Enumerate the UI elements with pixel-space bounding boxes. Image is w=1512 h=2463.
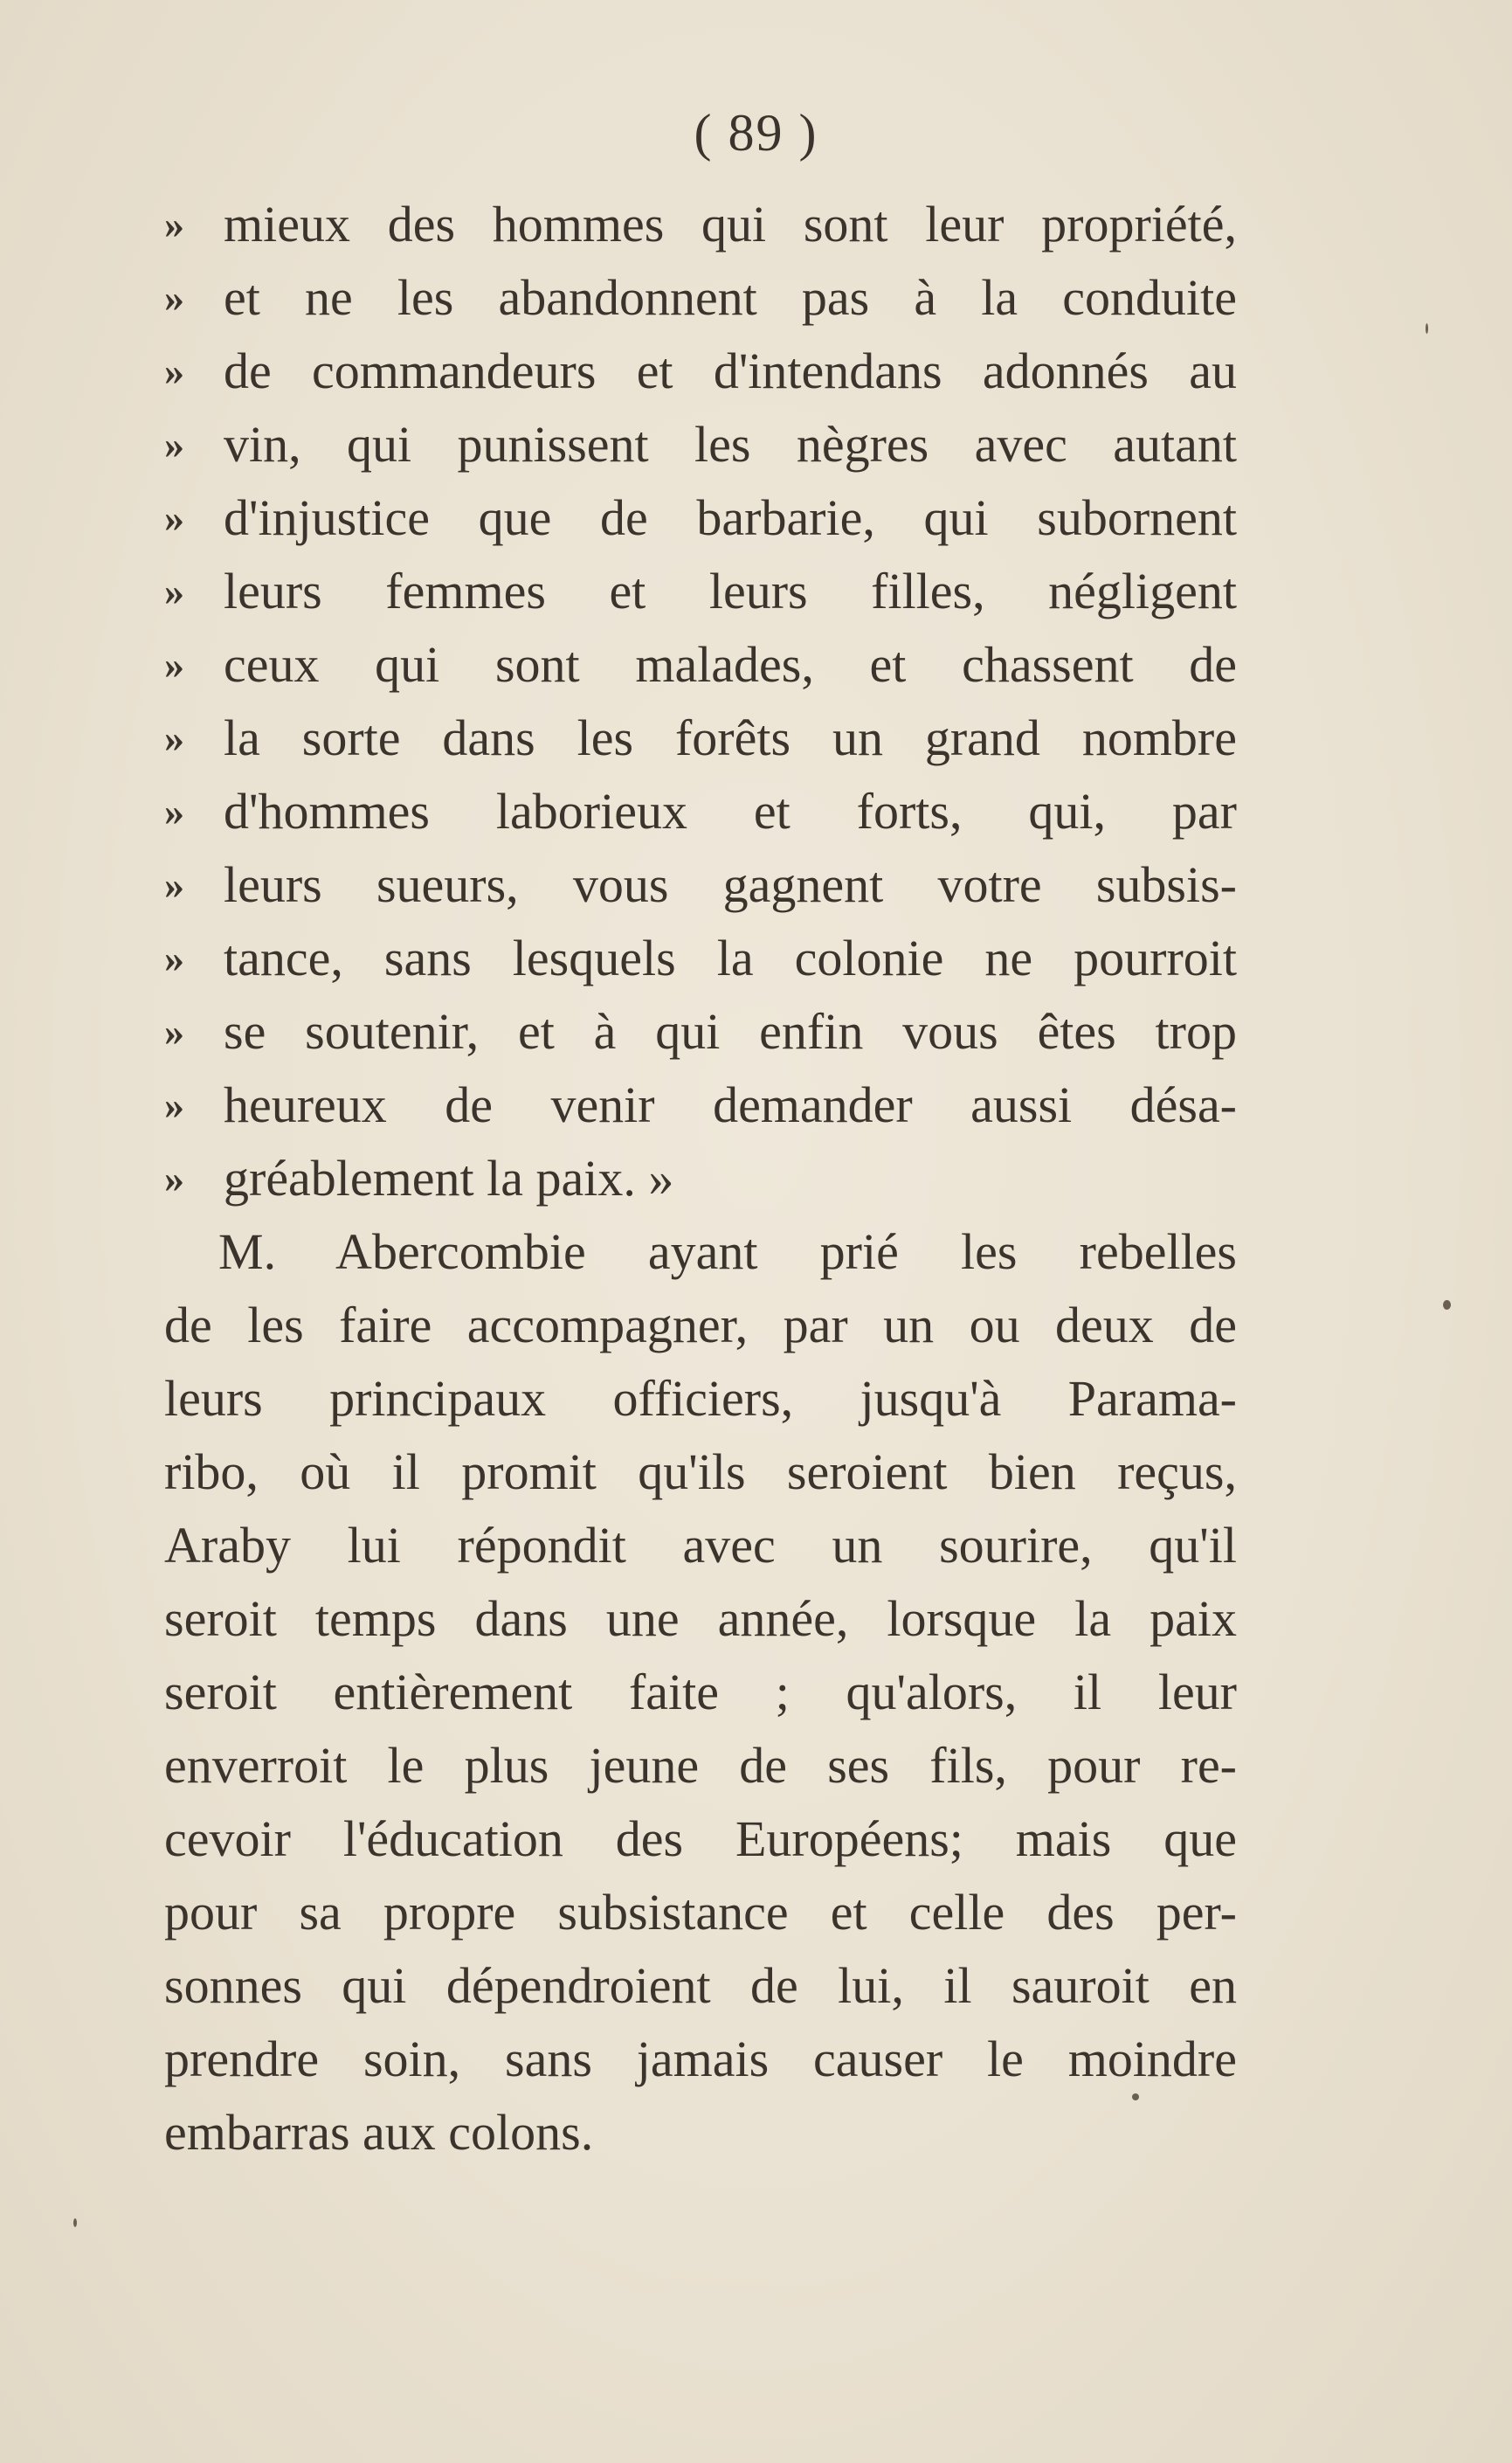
quoted-line <box>164 481 1237 555</box>
quote-mark: » <box>164 349 184 393</box>
quoted-line-text: ceux qui sont malades, et chassent de <box>224 636 1237 693</box>
quoted-line-text: d'hommes laborieux et forts, qui, par <box>224 783 1237 840</box>
page-number: ( 89 ) <box>694 104 818 162</box>
body-text <box>164 188 1237 2169</box>
quoted-line-text: gréablement la paix. » <box>224 1150 674 1207</box>
paper-speck <box>1132 2093 1139 2100</box>
quoted-line <box>164 702 1237 775</box>
quote-mark: » <box>164 716 184 760</box>
quoted-line <box>164 261 1237 335</box>
quoted-line-text: leurs femmes et leurs filles, négligent <box>224 563 1237 619</box>
quoted-line <box>164 1069 1237 1142</box>
quote-mark: » <box>164 1083 184 1127</box>
quoted-line-text: tance, sans lesquels la colonie ne pourroit <box>224 930 1237 986</box>
quote-mark: » <box>164 1156 184 1200</box>
quoted-line <box>164 775 1237 848</box>
paragraph-line: pour sa propre subsistance et celle des per- <box>164 1884 1237 1941</box>
quoted-line <box>164 628 1237 702</box>
paragraph-line: cevoir l'éducation des Européens; mais que <box>164 1810 1237 1867</box>
quote-mark: » <box>164 422 184 467</box>
quoted-line <box>164 335 1237 408</box>
quoted-line-text: d'injustice que de barbarie, qui subornent <box>224 489 1237 546</box>
quoted-line-text: de commandeurs et d'intendans adonnés au <box>224 342 1237 399</box>
paragraph-line: M. Abercombie ayant prié les rebelles <box>218 1223 1237 1280</box>
quoted-line-text: mieux des hommes qui sont leur propriété, <box>224 196 1237 253</box>
paragraph-line: Araby lui répondit avec un sourire, qu'il <box>164 1517 1237 1574</box>
quote-mark: » <box>164 495 184 540</box>
paragraph-line: prendre soin, sans jamais causer le moindre <box>164 2031 1237 2087</box>
quoted-line <box>164 408 1237 481</box>
paragraph-line: leurs principaux officiers, jusqu'à Parama- <box>164 1370 1237 1427</box>
quote-mark: » <box>164 789 184 834</box>
quote-mark: » <box>164 1009 184 1054</box>
quote-mark: » <box>164 642 184 687</box>
paper-speck <box>1443 1300 1451 1310</box>
paragraph-line: embarras aux colons. <box>164 2104 594 2161</box>
quoted-line-text: vin, qui punissent les nègres avec autant <box>224 416 1237 473</box>
quote-mark: » <box>164 936 184 980</box>
quoted-line <box>164 1142 1237 1215</box>
quoted-line <box>164 188 1237 261</box>
quote-mark: » <box>164 202 184 246</box>
paragraph-line: ribo, où il promit qu'ils seroient bien reçus, <box>164 1443 1237 1500</box>
quoted-line <box>164 555 1237 628</box>
quoted-line-text: leurs sueurs, vous gagnent votre subsis- <box>224 856 1237 913</box>
paragraph-line: enverroit le plus jeune de ses fils, pour re- <box>164 1737 1237 1794</box>
quoted-line <box>164 922 1237 995</box>
paragraph-line: seroit temps dans une année, lorsque la paix <box>164 1590 1237 1647</box>
quoted-line <box>164 848 1237 922</box>
paper-speck <box>1426 323 1428 334</box>
quoted-line-text: se soutenir, et à qui enfin vous êtes trop <box>224 1003 1237 1060</box>
quote-mark: » <box>164 275 184 320</box>
paper-speck <box>73 2218 77 2227</box>
quoted-line <box>164 995 1237 1069</box>
quoted-line-text: la sorte dans les forêts un grand nombre <box>224 709 1237 766</box>
quote-mark: » <box>164 862 184 907</box>
quoted-line-text: et ne les abandonnent pas à la conduite <box>224 269 1237 326</box>
quote-mark: » <box>164 569 184 613</box>
paragraph-line: de les faire accompagner, par un ou deux de <box>164 1297 1237 1353</box>
quoted-line-text: heureux de venir demander aussi désa- <box>224 1076 1237 1133</box>
paragraph-line: sonnes qui dépendroient de lui, il sauroit en <box>164 1957 1237 2014</box>
paragraph-line: seroit entièrement faite ; qu'alors, il leur <box>164 1664 1237 1720</box>
